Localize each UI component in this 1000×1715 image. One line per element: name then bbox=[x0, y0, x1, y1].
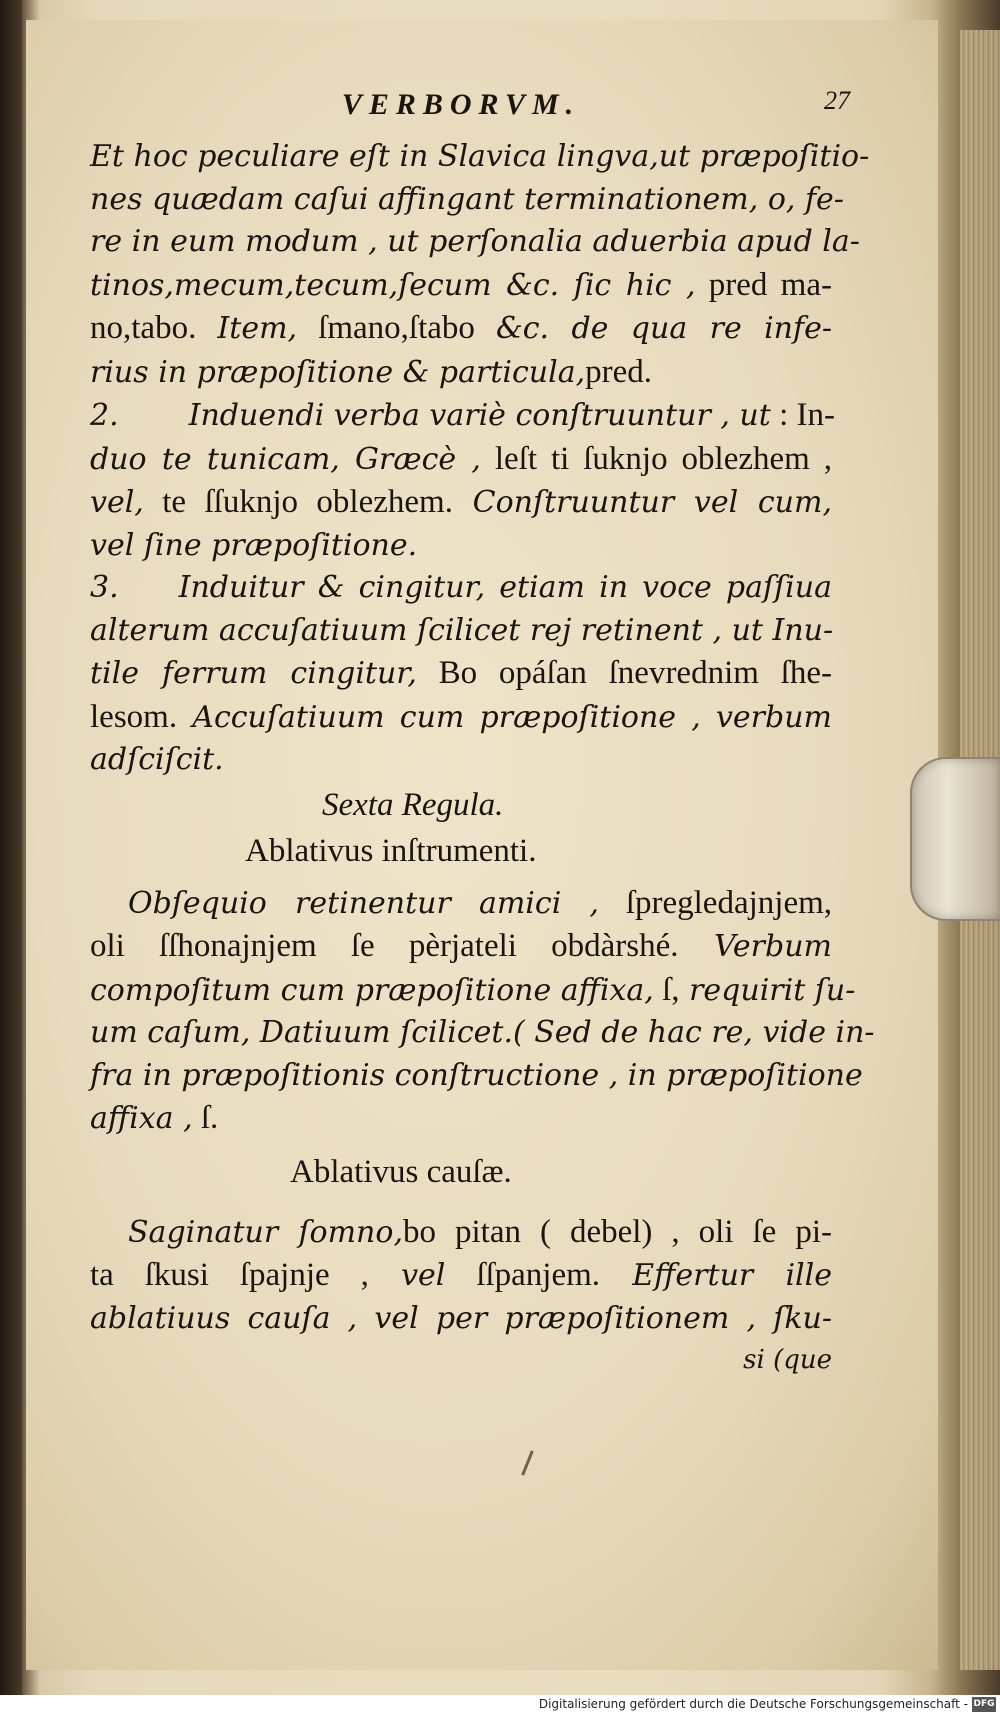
latin-text: Induitur & cingitur, etiam in voce paſſiua bbox=[178, 570, 832, 605]
latin-text: Verbum bbox=[678, 929, 832, 964]
latin-text: Effertur ille bbox=[600, 1258, 832, 1293]
slovene-text: ta ſkusi ſpajnje , bbox=[90, 1257, 369, 1293]
slovene-text: ſmano,ſtabo bbox=[297, 310, 497, 346]
slovene-text: leſt ti ſuknjo oblezhem , bbox=[480, 440, 832, 477]
text-line bbox=[90, 481, 832, 525]
paragraph-number: 3. bbox=[90, 570, 119, 605]
text-line: um caſum, Datiuum ſcilicet.( Sed de hac re, vide in- bbox=[90, 1015, 875, 1050]
page bbox=[26, 20, 941, 1670]
latin-text: requirit ſu- bbox=[679, 972, 856, 1008]
section-title: Sexta Regula. bbox=[322, 786, 504, 823]
text-line: adſciſcit. bbox=[90, 742, 224, 777]
section-subtitle: Ablativus inſtrumenti. bbox=[245, 832, 537, 869]
paragraph-number: 2. bbox=[90, 398, 119, 433]
slovene-text: oli ſſhonajnjem ſe pèrjateli obdàrshé. bbox=[90, 928, 679, 964]
slovene-text: ſſpanjem. bbox=[445, 1257, 601, 1293]
text-line: fra in præpoſitionis conſtructione , in præpoſitione bbox=[90, 1057, 863, 1093]
slovene-text: no,tabo. bbox=[90, 310, 218, 346]
latin-text: compoſitum cum præpoſitione affixa, bbox=[90, 972, 654, 1008]
latin-text: Saginatur ſomno, bbox=[128, 1214, 403, 1250]
latin-text: &c. de qua re infe- bbox=[496, 311, 832, 346]
text-line: alterum accuſatiuum ſcilicet rej retinent , ut Inu- bbox=[90, 612, 834, 648]
latin-text: affixa , bbox=[90, 1101, 193, 1136]
slovene-text: : In- bbox=[770, 397, 835, 433]
text-line: re in eum modum , ut perſonalia aduerbia apud la- bbox=[90, 224, 860, 259]
slovene-text: ſ, bbox=[653, 971, 680, 1008]
latin-text: Obſequio retinentur amici , bbox=[128, 885, 599, 921]
text-line bbox=[90, 307, 832, 351]
section-title: Ablativus cauſæ. bbox=[290, 1153, 512, 1190]
slovene-text: bo pitan ( debel) , oli ſe pi- bbox=[402, 1213, 832, 1250]
slovene-text: pred. bbox=[585, 353, 653, 390]
slovene-text: te ſſuknjo oblezhem. bbox=[143, 484, 453, 520]
paragraph-5 bbox=[90, 1211, 832, 1341]
latin-text: tinos,mecum,tecum,ſecum &c. ſic hic , bbox=[90, 267, 696, 303]
text-line bbox=[90, 264, 832, 308]
latin-text: rius in præpoſitione & particula, bbox=[90, 354, 586, 390]
page-clip bbox=[910, 757, 1000, 921]
slovene-text: lesom. bbox=[90, 698, 178, 735]
book-spine bbox=[0, 0, 22, 1715]
text-line bbox=[90, 1097, 832, 1141]
text-line bbox=[90, 696, 832, 740]
slovene-text: ſpregledajnjem, bbox=[598, 884, 833, 921]
text-line bbox=[90, 438, 832, 482]
text-line: nes quædam caſui affingant terminationem, o, fe- bbox=[90, 181, 844, 217]
ink-mark bbox=[521, 1450, 534, 1475]
paragraph-2 bbox=[90, 394, 835, 567]
slovene-text: ſ. bbox=[192, 1100, 219, 1136]
paragraph-1 bbox=[90, 136, 870, 394]
latin-text: vel bbox=[368, 1258, 446, 1293]
slovene-text: Bo opáſan ſnevrednim ſhe- bbox=[416, 655, 832, 691]
footer-credit: Digitalisierung gefördert durch die Deutsche Forschungsgemeinschaft - bbox=[538, 1697, 968, 1711]
text-line: ablatiuus cauſa , vel per præpoſitionem , ſku- bbox=[90, 1300, 832, 1336]
latin-text: vel, bbox=[90, 485, 144, 520]
page-number: 27 bbox=[824, 86, 850, 115]
running-head bbox=[90, 82, 850, 136]
latin-text: Induendi verba variè conſtruuntur , ut bbox=[188, 398, 771, 433]
paragraph-4 bbox=[90, 882, 875, 1141]
text-line bbox=[90, 394, 835, 438]
running-title: VERBORVM. bbox=[341, 88, 581, 121]
text-block bbox=[90, 82, 875, 1380]
paragraph-3 bbox=[90, 567, 832, 782]
text-line bbox=[90, 1211, 832, 1255]
catchword: si (que bbox=[743, 1345, 832, 1375]
latin-text: Item, bbox=[217, 311, 298, 346]
footer-bar bbox=[0, 1695, 1000, 1715]
latin-text: Conſtruuntur vel cum, bbox=[452, 485, 832, 520]
text-line bbox=[90, 652, 832, 696]
text-line bbox=[90, 1254, 832, 1298]
text-line: vel ſine præpoſitione. bbox=[90, 527, 418, 563]
latin-text: duo te tunicam, Græcè , bbox=[90, 441, 481, 477]
text-line bbox=[90, 925, 832, 969]
latin-text: Accuſatiuum cum præpoſitione , verbum bbox=[177, 699, 832, 735]
dfg-logo: DFG bbox=[972, 1697, 996, 1712]
text-line: Et hoc peculiare eſt in Slavica lingva,ut præpoſitio- bbox=[90, 139, 870, 174]
slovene-text: pred ma- bbox=[695, 266, 832, 303]
text-line bbox=[90, 882, 832, 926]
text-line bbox=[90, 567, 832, 610]
text-line bbox=[90, 351, 832, 395]
latin-text: tile ferrum cingitur, bbox=[90, 656, 417, 691]
text-line bbox=[90, 969, 856, 1013]
